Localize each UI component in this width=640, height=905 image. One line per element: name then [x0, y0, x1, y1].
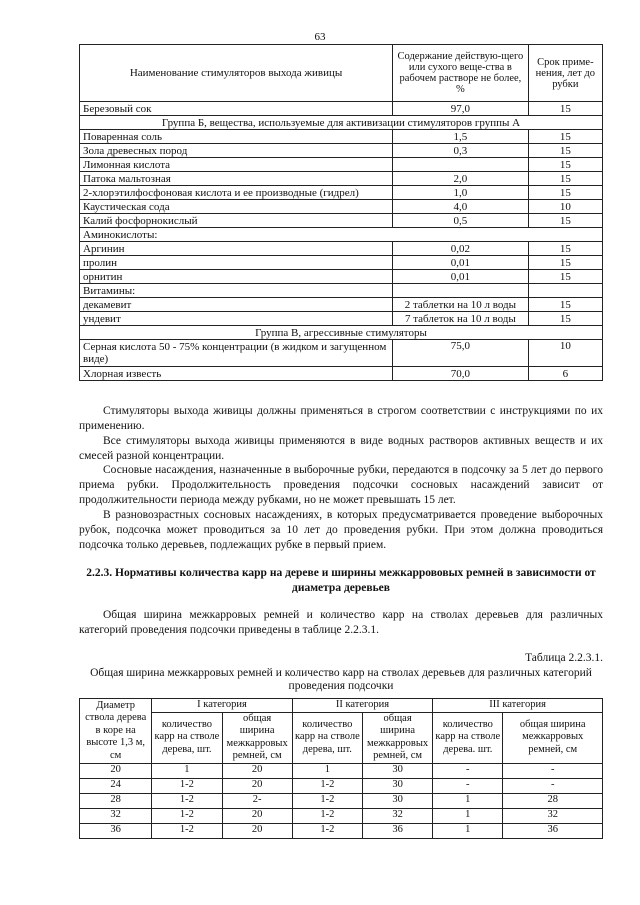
paragraph-text: Все стимуляторы выхода живицы применяются в виде водных растворов активных веществ и их смесей разной концентрации.: [79, 435, 603, 463]
cell: 20: [222, 778, 292, 793]
paragraph-4: [79, 508, 603, 554]
cell: 1-2: [152, 793, 222, 808]
row-content: 0,01: [393, 270, 529, 284]
row-content: 1,0: [393, 186, 529, 200]
header-width: общая ширина межкарровых ремней, см: [222, 712, 292, 763]
vitamins-label: Витамины:: [80, 284, 393, 298]
tapping-norms-table: [79, 698, 603, 839]
row-content: 0,02: [393, 242, 529, 256]
row-name: Аргинин: [80, 242, 393, 256]
row-name: Поваренная соль: [80, 130, 393, 144]
cell: 1-2: [292, 793, 362, 808]
table-row: [80, 200, 603, 214]
header-count: количество карр на стволе дерева, шт.: [292, 712, 362, 763]
header-diameter: Диаметр ствола дерева в коре на высоте 1,3 м, см: [80, 699, 152, 764]
paragraph-text: Стимуляторы выхода живицы должны применяться в строгом соответствии с инструкциями по их применению.: [79, 405, 603, 433]
paragraph-text: Общая ширина межкарровых ремней и количество карр на стволах деревьев для различных категорий проведения подсочки приведены в таблице 2.2.3.1.: [79, 609, 603, 637]
table-row: [80, 186, 603, 200]
paragraph-text: В разновозрастных сосновых насаждениях, в которых предусматривается проведение выборочных рубок, подсочка может проводиться за 10 лет до проведения рубки. При этом должна проводиться подсочка только деревьев, подлежащих рубке в первый прием.: [79, 509, 603, 552]
paragraph-text: Сосновые насаждения, назначенные в выборочные рубки, передаются в подсочку за 5 лет до первого приема рубки. Продолжительность проведения подсочки сосновых насаждений зависит от продолжительности периода между рубками, но не может превышать 15 лет.: [79, 464, 603, 507]
header-category-3: III категория: [433, 699, 603, 713]
cell: 1: [152, 763, 222, 778]
row-term: 15: [528, 158, 602, 172]
paragraph-3: [79, 463, 603, 509]
table-row: [80, 793, 603, 808]
cell: 30: [362, 793, 432, 808]
header-count: количество карр на стволе дерева. шт.: [433, 712, 503, 763]
table-row: [80, 102, 603, 116]
table-header-row: [80, 45, 603, 102]
cell: 36: [80, 823, 152, 838]
row-term: 10: [528, 200, 602, 214]
cell: 28: [503, 793, 603, 808]
cell: 2-: [222, 793, 292, 808]
row-content: 0,5: [393, 214, 529, 228]
header-category-2: II категория: [292, 699, 432, 713]
section-paragraph: [79, 608, 603, 638]
table-row: [80, 172, 603, 186]
row-name: декамевит: [80, 298, 393, 312]
row-term: 10: [528, 340, 602, 367]
cell: 1-2: [152, 823, 222, 838]
stimulants-table: [79, 44, 603, 381]
row-term: 15: [528, 102, 602, 116]
row-term: 15: [528, 270, 602, 284]
table-title: Общая ширина межкарровых ремней и количество карр на стволах деревьев для различных категорий проведения подсочки: [90, 667, 592, 692]
row-content: 1,5: [393, 130, 529, 144]
row-term: 15: [528, 298, 602, 312]
cell: 30: [362, 763, 432, 778]
cell: 24: [80, 778, 152, 793]
subgroup-row: [80, 228, 603, 242]
row-content: 7 таблеток на 10 л воды: [393, 312, 529, 326]
group-c-label: Группа В, агрессивные стимуляторы: [80, 326, 603, 340]
row-name: Серная кислота 50 - 75% концентрации (в жидком и загущенном виде): [80, 340, 393, 367]
row-content: 0,3: [393, 144, 529, 158]
page-number: 63: [314, 31, 326, 43]
row-name: пролин: [80, 256, 393, 270]
cell: -: [503, 763, 603, 778]
cell: 30: [362, 778, 432, 793]
cell: -: [433, 763, 503, 778]
row-name: Патока мальтозная: [80, 172, 393, 186]
header-name: Наименование стимуляторов выхода живицы: [80, 45, 393, 102]
table-row: [80, 312, 603, 326]
cell: 1-2: [292, 823, 362, 838]
cell: 20: [222, 808, 292, 823]
header-width: общая ширина межкарровых ремней, см: [503, 712, 603, 763]
table-row: [80, 808, 603, 823]
subgroup-row: [80, 284, 603, 298]
table-row: [80, 778, 603, 793]
cell: 1: [433, 823, 503, 838]
cell: -: [433, 778, 503, 793]
row-term: 15: [528, 214, 602, 228]
cell: 1-2: [152, 808, 222, 823]
empty-cell: [528, 284, 602, 298]
cell: 20: [222, 823, 292, 838]
cell: 20: [222, 763, 292, 778]
row-term: 15: [528, 130, 602, 144]
row-name: Калий фосфорнокислый: [80, 214, 393, 228]
cell: 1-2: [292, 778, 362, 793]
cell: 32: [362, 808, 432, 823]
empty-cell: [393, 284, 529, 298]
table-row: [80, 367, 603, 381]
section-heading: 2.2.3. Нормативы количества карр на дереве и ширины межкаррововых ремней в зависимости от диаметра деревьев: [86, 567, 596, 594]
row-name: орнитин: [80, 270, 393, 284]
table-label: Таблица 2.2.3.1.: [525, 652, 603, 664]
cell: 1-2: [292, 808, 362, 823]
row-term: 15: [528, 186, 602, 200]
row-term: 15: [528, 172, 602, 186]
header-width: общая ширина межкарровых ремней, см: [362, 712, 432, 763]
group-b-label: Группа Б, вещества, используемые для активизации стимуляторов группы А: [80, 116, 603, 130]
header-term: Срок приме-нения, лет до рубки: [528, 45, 602, 102]
row-content: 97,0: [393, 102, 529, 116]
table-row: [80, 144, 603, 158]
row-name: Березовый сок: [80, 102, 393, 116]
table-row: [80, 763, 603, 778]
row-name: Лимонная кислота: [80, 158, 393, 172]
table-row: [80, 214, 603, 228]
table-row: [80, 158, 603, 172]
row-term: 15: [528, 144, 602, 158]
row-term: 15: [528, 312, 602, 326]
cell: -: [503, 778, 603, 793]
header-content: Содержание действую-щего или сухого веще-ства в рабочем растворе не более, %: [393, 45, 529, 102]
table-subheader-row: [80, 712, 603, 763]
row-content: 0,01: [393, 256, 529, 270]
table-row: [80, 270, 603, 284]
row-name: Зола древесных пород: [80, 144, 393, 158]
table-row: [80, 823, 603, 838]
paragraph-1: [79, 404, 603, 434]
table-row: [80, 340, 603, 367]
table-header-row: [80, 699, 603, 713]
row-content: 4,0: [393, 200, 529, 214]
cell: 32: [80, 808, 152, 823]
amino-label: Аминокислоты:: [80, 228, 603, 242]
row-term: 15: [528, 242, 602, 256]
cell: 1: [433, 793, 503, 808]
row-term: 6: [528, 367, 602, 381]
row-term: 15: [528, 256, 602, 270]
group-row: [80, 116, 603, 130]
header-count: количество карр на стволе дерева, шт.: [152, 712, 222, 763]
row-content: 2,0: [393, 172, 529, 186]
table-row: [80, 256, 603, 270]
row-name: Каустическая сода: [80, 200, 393, 214]
row-content: [393, 158, 529, 172]
cell: 1-2: [152, 778, 222, 793]
row-content: 70,0: [393, 367, 529, 381]
paragraph-2: [79, 434, 603, 464]
cell: 32: [503, 808, 603, 823]
cell: 20: [80, 763, 152, 778]
row-name: 2-хлорэтилфосфоновая кислота и ее производные (гидрел): [80, 186, 393, 200]
row-name: ундевит: [80, 312, 393, 326]
header-category-1: I категория: [152, 699, 292, 713]
cell: 36: [362, 823, 432, 838]
cell: 1: [433, 808, 503, 823]
table-row: [80, 298, 603, 312]
row-content: 75,0: [393, 340, 529, 367]
group-row: [80, 326, 603, 340]
cell: 36: [503, 823, 603, 838]
row-content: 2 таблетки на 10 л воды: [393, 298, 529, 312]
cell: 1: [292, 763, 362, 778]
cell: 28: [80, 793, 152, 808]
row-name: Хлорная известь: [80, 367, 393, 381]
table-row: [80, 242, 603, 256]
table-row: [80, 130, 603, 144]
